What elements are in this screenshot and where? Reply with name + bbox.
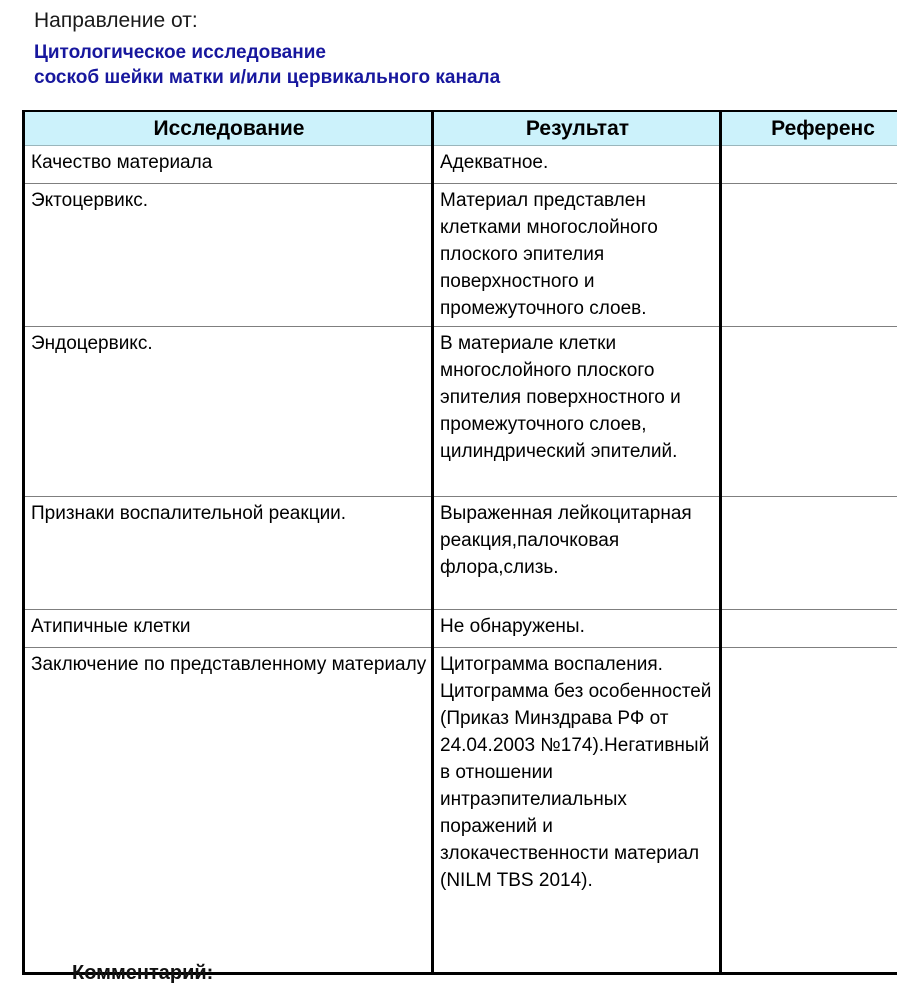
cell-result-text: Не обнаружены.: [440, 616, 585, 637]
results-table-head: [24, 111, 897, 146]
cell-reference: [721, 184, 897, 327]
cell-reference: [721, 497, 897, 610]
table-row: [24, 184, 897, 327]
cell-reference: [721, 648, 897, 974]
cell-result: [433, 184, 721, 327]
cell-study-text: Эктоцервикс.: [31, 190, 149, 211]
cell-reference: [721, 610, 897, 648]
document-header: [0, 0, 897, 90]
cell-result: [433, 648, 721, 974]
cell-study: [24, 497, 433, 610]
cell-study: [24, 610, 433, 648]
cell-result: [433, 610, 721, 648]
cell-result: [433, 146, 721, 184]
comment-label: Комментарий:: [72, 962, 214, 984]
cell-result-text: Цитограмма воспаления. Цитограмма без особенностей (Приказ Минздрава РФ от 24.04.2003 №174).Негативный в отношении интраэпителиальных поражений и злокачественности материал (NILM TBS 2014).: [440, 654, 712, 891]
cell-study-text: Признаки воспалительной реакции.: [31, 503, 347, 524]
cell-study: [24, 648, 433, 974]
results-table: [22, 110, 897, 975]
cell-study-text: Заключение по представленному материалу: [31, 654, 427, 675]
cell-reference: [721, 327, 897, 497]
cell-result-text: В материале клетки многослойного плоского эпителия поверхностного и промежуточного слоев, цилиндрический эпителий.: [440, 333, 681, 462]
cell-study: [24, 327, 433, 497]
table-row: [24, 610, 897, 648]
cell-study-text: Качество материала: [31, 152, 213, 173]
cell-result-text: Выраженная лейкоцитарная реакция,палочковая флора,слизь.: [440, 503, 692, 578]
cell-reference: [721, 146, 897, 184]
study-title: [34, 40, 897, 90]
cell-result-text: Материал представлен клетками многослойного плоского эпителия поверхностного и промежуточного слоев.: [440, 190, 658, 319]
cell-study: [24, 184, 433, 327]
cell-study: [24, 146, 433, 184]
table-row: [24, 146, 897, 184]
table-row: [24, 327, 897, 497]
cell-result: [433, 497, 721, 610]
column-header-result: Результат: [433, 111, 721, 146]
referral-date-label: Направление от:: [34, 9, 198, 32]
results-table-body: [24, 146, 897, 974]
table-row: [24, 648, 897, 974]
cell-result: [433, 327, 721, 497]
column-header-study: Исследование: [24, 111, 433, 146]
cell-result-text: Адекватное.: [440, 152, 549, 173]
cell-study-text: Атипичные клетки: [31, 616, 191, 637]
study-title-line-2: соскоб шейки матки и/или цервикального канала: [34, 67, 501, 88]
column-header-reference: Референс: [721, 111, 897, 146]
results-table-container: [22, 110, 897, 975]
table-row: [24, 497, 897, 610]
study-title-line-1: Цитологическое исследование: [34, 42, 326, 63]
table-header-row: [24, 111, 897, 146]
cell-study-text: Эндоцервикс.: [31, 333, 153, 354]
